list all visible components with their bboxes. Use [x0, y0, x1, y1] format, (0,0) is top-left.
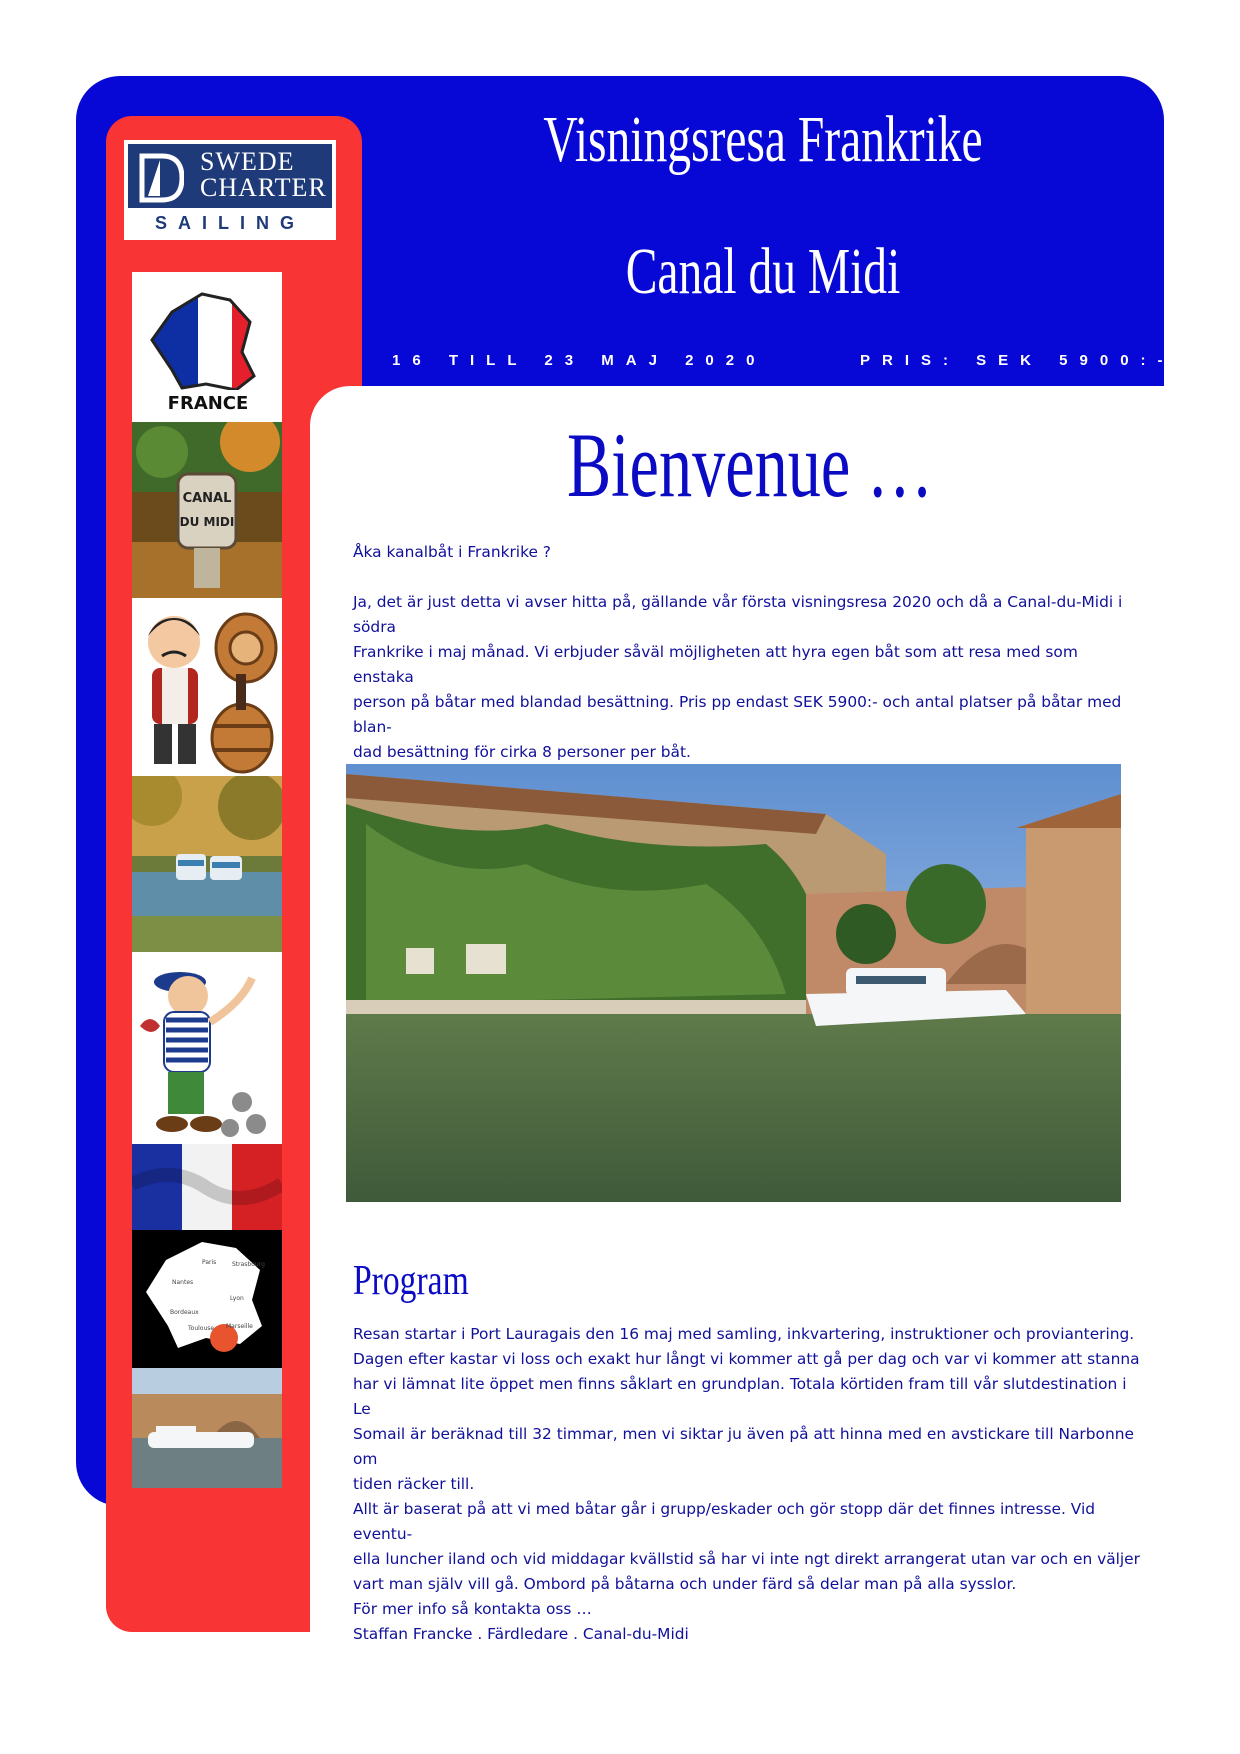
program-line: Allt är baserat på att vi med båtar går i grupp/eskader och gör stopp där det finnes intresse. Vid eventu- — [353, 1500, 1096, 1543]
logo-word-charter: CHARTER — [200, 173, 327, 202]
program-line: har vi lämnat lite öppet men finns såklart en grundplan. Totala körtiden fram till vår slutdestination i Le — [353, 1375, 1127, 1418]
svg-text:Paris: Paris — [202, 1259, 217, 1266]
svg-text:Bordeaux: Bordeaux — [170, 1309, 199, 1316]
france-cities-map — [132, 1230, 282, 1368]
contact-line: För mer info så kontakta oss … — [353, 1600, 592, 1618]
canal-lock-boat-photo — [132, 1368, 282, 1488]
svg-text:Toulouse: Toulouse — [188, 1325, 215, 1332]
page-subtitle: Canal du Midi — [625, 235, 901, 308]
program-line: Resan startar i Port Lauragais den 16 maj med samling, inkvartering, instruktioner och proviantering. — [353, 1325, 1135, 1343]
program-line: vart man själv vill gå. Ombord på båtarna och under färd så delar man på alla sysslor. — [353, 1575, 1017, 1593]
intro-line: Frankrike i maj månad. Vi erbjuder såväl möjligheten att hyra egen båt som att resa med som enstaka — [353, 643, 1078, 686]
svg-text:CANAL: CANAL — [182, 491, 232, 506]
program-heading: Program — [353, 1258, 469, 1304]
france-map-sticker — [132, 272, 282, 422]
swede-charter-logo — [124, 140, 336, 240]
intro-question: Åka kanalbåt i Frankrike ? — [353, 543, 551, 561]
canal-du-midi-sign-photo — [132, 422, 282, 598]
french-flag-image — [132, 1144, 282, 1230]
svg-text:Marseille: Marseille — [226, 1323, 253, 1330]
program-paragraph — [353, 1322, 1143, 1647]
program-line: ella luncher iland och vid middagar kvällstid så har vi inte ngt direkt arrangerat utan var och en väljer — [353, 1550, 1140, 1568]
program-line: Dagen efter kastar vi loss och exakt hur långt vi kommer att gå per dag och var vi kommer att stanna — [353, 1350, 1140, 1368]
logo-word-swede: SWEDE — [200, 147, 295, 176]
program-line: Somail är beräknad till 32 timmar, men vi siktar ju även på att hinna med en avstickare till Narbonne om — [353, 1425, 1134, 1468]
program-line: tiden räcker till. — [353, 1475, 475, 1493]
intro-line: dad besättning för cirka 8 personer per båt. — [353, 743, 691, 761]
signature-line: Staffan Francke . Färdledare . Canal-du-Midi — [353, 1625, 689, 1643]
canal-boats-autumn-photo — [132, 776, 282, 952]
trip-price: PRIS: SEK 5900:- PP — [860, 352, 1235, 369]
trip-dates: 16 TILL 23 MAJ 2020 — [392, 352, 767, 369]
page-title: Visningsresa Frankrike — [543, 103, 983, 176]
svg-text:Strasbourg: Strasbourg — [232, 1261, 265, 1268]
sail-logo-icon — [138, 152, 184, 204]
svg-text:Nantes: Nantes — [172, 1279, 194, 1286]
sommelier-cartoon — [132, 598, 282, 776]
intro-line: Ja, det är just detta vi avser hitta på, gällande vår första visningsresa 2020 och då a Canal-du-Midi i södra — [353, 593, 1123, 636]
france-label: FRANCE — [167, 393, 249, 414]
intro-line: person på båtar med blandad besättning. Pris pp endast SEK 5900:- och antal platser på båtar med blan- — [353, 693, 1122, 736]
svg-text:Lyon: Lyon — [230, 1295, 244, 1302]
canal-house-photo — [346, 764, 1121, 1202]
welcome-heading: Bienvenue … — [566, 414, 934, 516]
petanque-player-cartoon — [132, 952, 282, 1144]
logo-word-sailing: SAILING — [154, 213, 305, 233]
svg-text:DU MIDI: DU MIDI — [179, 515, 235, 529]
